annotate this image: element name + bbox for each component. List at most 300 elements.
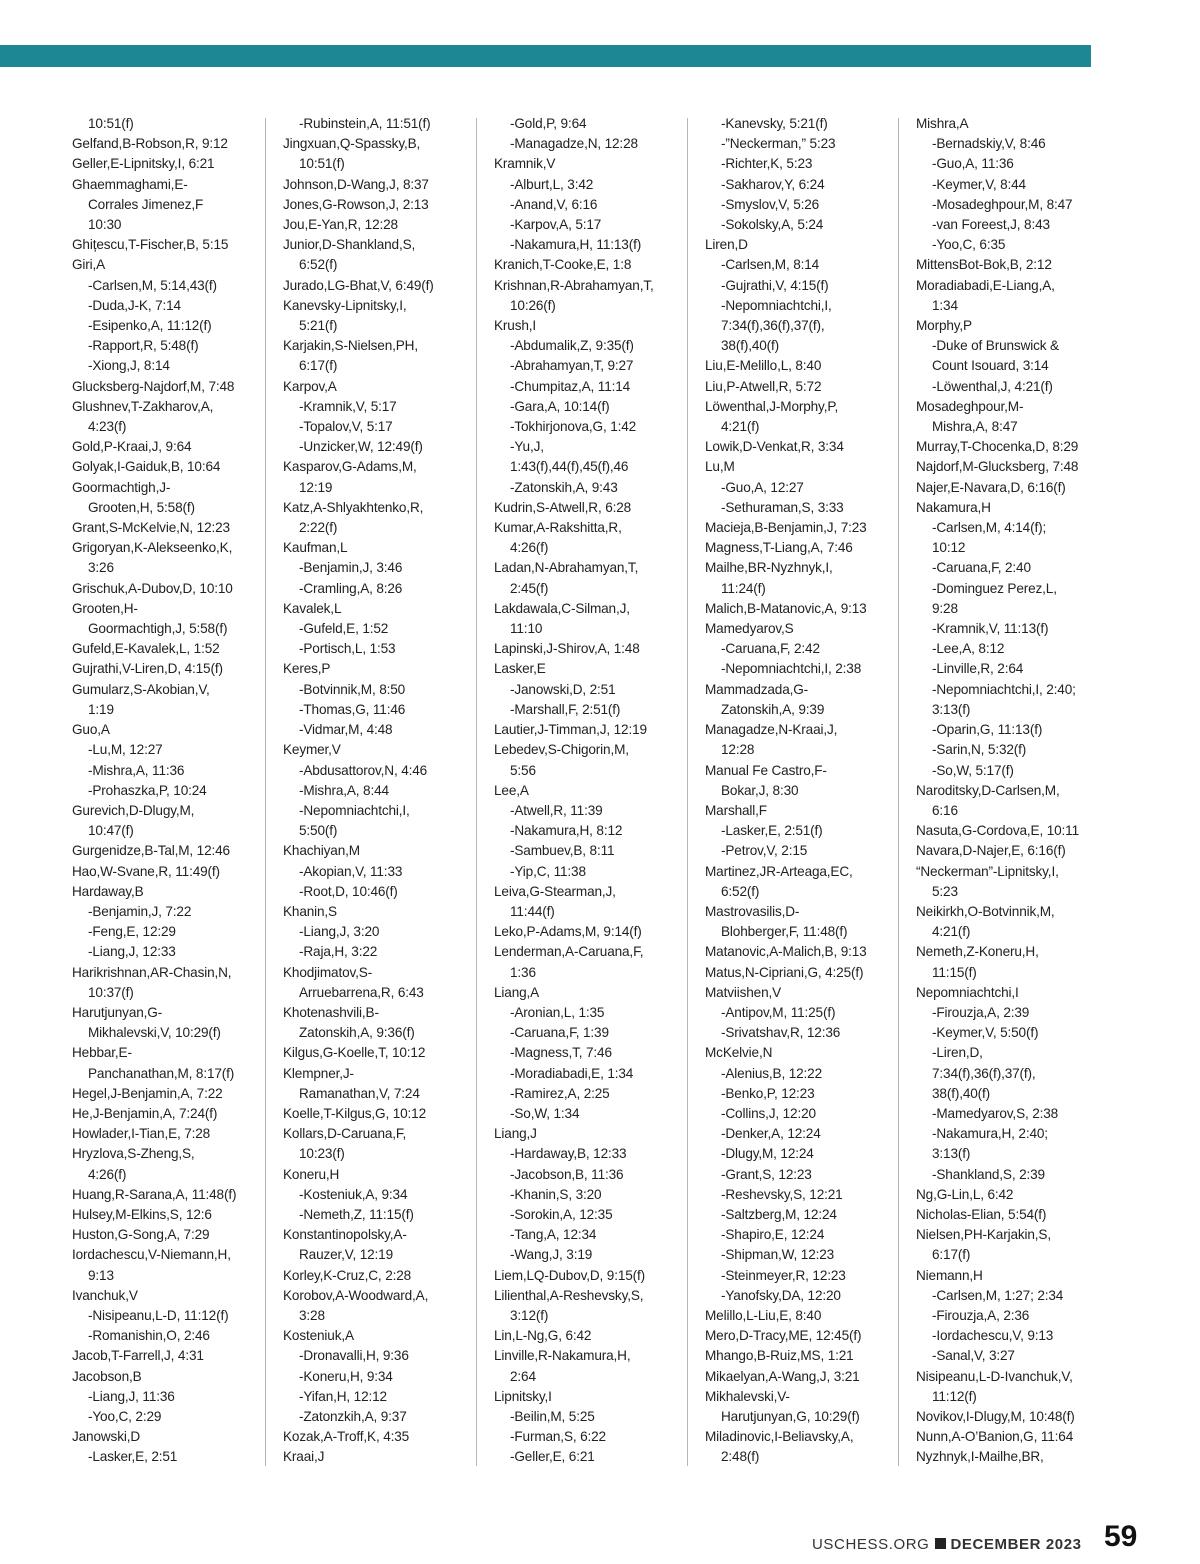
column-divider [898, 118, 899, 1466]
index-entry: MittensBot-Bok,B, 2:12 [916, 257, 1052, 273]
index-subentry: -Raja,H, 3:22 [299, 944, 378, 960]
index-entry: Grigoryan,K-Alekseenko,K, [72, 540, 233, 556]
index-entry: Novikov,I-Dlugy,M, 10:48(f) [916, 1409, 1075, 1424]
index-subentry: -Cramling,A, 8:26 [299, 580, 403, 596]
index-entry: Leiva,G-Stearman,J, [494, 883, 616, 899]
column-divider [265, 118, 266, 1466]
index-entry: Koneru,H [283, 1166, 340, 1182]
index-subentry: Panchanathan,M, 8:17(f) [88, 1065, 235, 1081]
index-entry: Liren,D [705, 237, 748, 253]
index-subentry: -Lasker,E, 2:51 [88, 1449, 178, 1465]
index-subentry: 11:24(f) [721, 580, 766, 596]
index-subentry: -Topalov,V, 5:17 [299, 419, 393, 435]
index-subentry: -Unzicker,W, 12:49(f) [299, 439, 423, 455]
index-entry: Jacob,T-Farrell,J, 4:31 [72, 1348, 204, 1364]
index-entry: Liu,E-Melillo,L, 8:40 [705, 358, 822, 374]
index-entry: Kosteniuk,A [283, 1328, 354, 1344]
index-subentry: -Liang,J, 3:20 [299, 924, 380, 940]
index-entry: Grant,S-McKelvie,N, 12:23 [72, 520, 230, 536]
index-subentry: -Jacobson,B, 11:36 [510, 1166, 624, 1182]
index-entry: Linville,R-Nakamura,H, [494, 1348, 631, 1364]
index-column-2 [283, 114, 434, 1468]
index-entry: Gumularz,S-Akobian,V, [72, 681, 210, 697]
index-subentry: -Shapiro,E, 12:24 [721, 1227, 825, 1243]
page-number: 59 [1104, 1520, 1138, 1553]
index-subentry: 5:21(f) [299, 318, 338, 334]
index-subentry: -Dlugy,M, 12:24 [721, 1146, 814, 1162]
index-subentry: -So,W, 1:34 [510, 1105, 580, 1121]
index-entry: Mishra,A [916, 116, 969, 131]
index-entry: Ghaemmaghami,E- [72, 176, 188, 192]
index-subentry: -Saltzberg,M, 12:24 [721, 1206, 837, 1222]
index-subentry: -Karpov,A, 5:17 [510, 217, 602, 233]
index-subentry: -Chumpitaz,A, 11:14 [510, 378, 631, 394]
index-subentry: 11:10 [510, 621, 543, 637]
index-entry: Nisipeanu,L-D-Ivanchuk,V, [916, 1368, 1073, 1384]
index-subentry: 12:28 [721, 742, 755, 758]
index-subentry: -Lee,A, 8:12 [932, 641, 1005, 657]
index-entry: Macieja,B-Benjamin,J, 7:23 [705, 520, 867, 536]
index-entry: Lautier,J-Timman,J, 12:19 [494, 722, 647, 738]
index-entry: Nielsen,PH-Karjakin,S, [916, 1227, 1051, 1243]
index-subentry: -Löwenthal,J, 4:21(f) [932, 378, 1053, 394]
index-entry: Miladinovic,I-Beliavsky,A, [705, 1429, 854, 1445]
index-subentry: -Sambuev,B, 8:11 [510, 843, 615, 859]
index-subentry: -Shipman,W, 12:23 [721, 1247, 835, 1263]
index-subentry: -Gold,P, 9:64 [510, 116, 587, 131]
index-subentry: 10:30 [88, 217, 122, 233]
index-entry: Kaufman,L [283, 540, 348, 556]
index-subentry: -Abdusattorov,N, 4:46 [299, 762, 428, 778]
index-subentry: -Magness,T, 7:46 [510, 1045, 612, 1061]
index-entry: McKelvie,N [705, 1045, 773, 1061]
index-entry: Kramnik,V [494, 156, 556, 172]
index-entry: Ivanchuk,V [72, 1287, 138, 1303]
index-subentry: -Hardaway,B, 12:33 [510, 1146, 627, 1162]
index-subentry: 3:13(f) [932, 1146, 971, 1162]
index-entry: Guo,A [72, 722, 110, 738]
index-entry: Lasker,E [494, 661, 546, 677]
index-entry: Jurado,LG-Bhat,V, 6:49(f) [283, 277, 434, 293]
index-subentry: Rauzer,V, 12:19 [299, 1247, 393, 1263]
index-subentry: -Oparin,G, 11:13(f) [932, 722, 1043, 738]
index-subentry: -Carlsen,M, 1:27; 2:34 [932, 1287, 1064, 1303]
index-subentry: -Yifan,H, 12:12 [299, 1388, 387, 1404]
index-subentry: 10:47(f) [88, 823, 134, 839]
index-subentry: -Alenius,B, 12:22 [721, 1065, 822, 1081]
index-subentry: -Dominguez Perez,L, [932, 580, 1057, 596]
index-subentry: 12:19 [299, 479, 333, 495]
index-subentry: -Liang,J, 12:33 [88, 944, 176, 960]
index-subentry: 7:34(f),36(f),37(f), [932, 1065, 1036, 1081]
index-column-5 [916, 114, 1079, 1468]
index-subentry: -Alburt,L, 3:42 [510, 176, 594, 192]
index-subentry: Bokar,J, 8:30 [721, 782, 799, 798]
index-subentry: -Smyslov,V, 5:26 [721, 196, 820, 212]
index-entry: Mhango,B-Ruiz,MS, 1:21 [705, 1348, 854, 1364]
index-subentry: -Caruana,F, 1:39 [510, 1025, 609, 1041]
index-entry: Lilienthal,A-Reshevsky,S, [494, 1287, 644, 1303]
index-subentry: -Gufeld,E, 1:52 [299, 621, 389, 637]
index-entry: Giri,A [72, 257, 106, 273]
index-subentry: -Benko,P, 12:23 [721, 1085, 815, 1101]
index-subentry: 4:26(f) [88, 1166, 127, 1182]
index-subentry: 10:23(f) [299, 1146, 345, 1162]
index-subentry: -Portisch,L, 1:53 [299, 641, 396, 657]
index-subentry: -Abrahamyan,T, 9:27 [510, 358, 634, 374]
index-subentry: -Iordachescu,V, 9:13 [932, 1328, 1054, 1344]
index-subentry: 1:43(f),44(f),45(f),46 [510, 459, 629, 475]
index-entry: Karpov,A [283, 378, 337, 394]
index-entry: Khachiyan,M [283, 843, 360, 859]
index-subentry: -”Neckerman,” 5:23 [721, 136, 836, 152]
index-column-1 [72, 114, 236, 1468]
index-subentry: -Nakamura,H, 8:12 [510, 823, 623, 839]
index-entry: Lapinski,J-Shirov,A, 1:48 [494, 641, 640, 657]
index-subentry: -Nepomniachtchi,I, [299, 802, 410, 818]
index-subentry: -Nakamura,H, 2:40; [932, 1126, 1048, 1142]
index-subentry: 1:19 [88, 701, 114, 717]
index-entry: Gelfand,B-Robson,R, 9:12 [72, 136, 228, 152]
index-subentry: -Caruana,F, 2:42 [721, 641, 820, 657]
index-subentry: Grooten,H, 5:58(f) [88, 499, 195, 515]
index-entry: Kollars,D-Caruana,F, [283, 1126, 407, 1142]
index-subentry: Blohberger,F, 11:48(f) [721, 924, 848, 940]
index-subentry: -Linville,R, 2:64 [932, 661, 1024, 677]
index-entry: Huang,R-Sarana,A, 11:48(f) [72, 1186, 237, 1202]
index-entry: Mastrovasilis,D- [705, 903, 800, 919]
index-subentry: -Xiong,J, 8:14 [88, 358, 170, 374]
index-entry: Mero,D-Tracy,ME, 12:45(f) [705, 1328, 862, 1344]
index-entry: Liang,J [494, 1126, 537, 1142]
index-subentry: 2:45(f) [510, 580, 549, 596]
index-entry: Liem,LQ-Dubov,D, 9:15(f) [494, 1267, 646, 1283]
index-subentry: Arruebarrena,R, 6:43 [299, 984, 424, 1000]
index-subentry: -van Foreest,J, 8:43 [932, 217, 1050, 233]
index-subentry: -Grant,S, 12:23 [721, 1166, 812, 1182]
index-entry: Nepomniachtchi,I [916, 984, 1019, 1000]
index-subentry: -Geller,E, 6:21 [510, 1449, 595, 1465]
index-subentry: -Rapport,R, 5:48(f) [88, 338, 199, 354]
index-subentry: -Denker,A, 12:24 [721, 1126, 821, 1142]
index-subentry: -Prohaszka,P, 10:24 [88, 782, 207, 798]
index-entry: Hao,W-Svane,R, 11:49(f) [72, 863, 220, 879]
index-entry: Koelle,T-Kilgus,G, 10:12 [283, 1105, 426, 1121]
index-subentry: -Vidmar,M, 4:48 [299, 722, 393, 738]
index-entry: Iordachescu,V-Niemann,H, [72, 1247, 231, 1263]
index-subentry: -Nisipeanu,L-D, 11:12(f) [88, 1307, 229, 1323]
index-entry: Ladan,N-Abrahamyan,T, [494, 560, 639, 576]
index-subentry: -Akopian,V, 11:33 [299, 863, 403, 879]
index-subentry: -Moradiabadi,E, 1:34 [510, 1065, 634, 1081]
index-entry: Karjakin,S-Nielsen,PH, [283, 338, 418, 354]
index-subentry: -Gara,A, 10:14(f) [510, 398, 610, 414]
index-subentry: 11:12(f) [932, 1388, 977, 1404]
index-subentry: -Carlsen,M, 4:14(f); [932, 520, 1047, 536]
index-entry: Malich,B-Matanovic,A, 9:13 [705, 600, 867, 616]
index-subentry: -Ramirez,A, 2:25 [510, 1085, 610, 1101]
index-entry: Jacobson,B [72, 1368, 142, 1384]
index-subentry: -Nemeth,Z, 11:15(f) [299, 1206, 414, 1222]
index-subentry: -Nepomniachtchi,I, 2:38 [721, 661, 862, 677]
index-subentry: 9:28 [932, 600, 958, 616]
index-subentry: -Nakamura,H, 11:13(f) [510, 237, 642, 253]
index-entry: Kilgus,G-Koelle,T, 10:12 [283, 1045, 426, 1061]
index-entry: Grooten,H- [72, 600, 138, 616]
index-entry: Keres,P [283, 661, 331, 677]
index-subentry: -Bernadskiy,V, 8:46 [932, 136, 1046, 152]
index-subentry: -Thomas,G, 11:46 [299, 701, 406, 717]
index-entry: Krush,I [494, 318, 537, 334]
index-subentry: -Dronavalli,H, 9:36 [299, 1348, 409, 1364]
index-subentry: 6:16 [932, 802, 958, 818]
index-entry: Lenderman,A-Caruana,F, [494, 944, 644, 960]
column-divider [687, 118, 688, 1466]
index-entry: Hryzlova,S-Zheng,S, [72, 1146, 195, 1162]
index-subentry: 6:52(f) [299, 257, 338, 273]
index-entry: Khanin,S [283, 903, 337, 919]
index-entry: Kraai,J [283, 1449, 325, 1465]
index-entry: Mosadeghpour,M- [916, 398, 1024, 414]
index-subentry: 6:17(f) [299, 358, 338, 374]
index-subentry: -Kanevsky, 5:21(f) [721, 116, 828, 131]
index-subentry: 3:28 [299, 1307, 325, 1323]
index-subentry: 6:52(f) [721, 883, 760, 899]
index-subentry: -Collins,J, 12:20 [721, 1105, 816, 1121]
index-subentry: -Mishra,A, 11:36 [88, 762, 185, 778]
index-entry: Nicholas-Elian, 5:54(f) [916, 1206, 1047, 1222]
index-subentry: -Yoo,C, 2:29 [88, 1409, 162, 1424]
index-entry: Hulsey,M-Elkins,S, 12:6 [72, 1206, 212, 1222]
index-entry: Kumar,A-Rakshitta,R, [494, 520, 622, 536]
index-subentry: 1:34 [932, 297, 958, 313]
index-entry: “Neckerman”-Lipnitsky,I, [916, 863, 1059, 879]
index-subentry: -Keymer,V, 8:44 [932, 176, 1026, 192]
index-entry: Junior,D-Shankland,S, [283, 237, 416, 253]
index-entry: Nunn,A-O’Banion,G, 11:64 [916, 1429, 1074, 1445]
index-entry: Murray,T-Chocenka,D, 8:29 [916, 439, 1079, 455]
index-subentry: -Liang,J, 11:36 [88, 1388, 175, 1404]
index-entry: Liang,A [494, 984, 540, 1000]
index-entry: Lipnitsky,I [494, 1388, 552, 1404]
index-entry: Gurgenidze,B-Tal,M, 12:46 [72, 843, 230, 859]
index-entry: Niemann,H [916, 1267, 983, 1283]
index-subentry: 11:44(f) [510, 903, 555, 919]
index-subentry: -Benjamin,J, 7:22 [88, 903, 192, 919]
index-subentry: -Sokolsky,A, 5:24 [721, 217, 824, 233]
index-entry: He,J-Benjamin,A, 7:24(f) [72, 1105, 218, 1121]
index-subentry: 9:13 [88, 1267, 114, 1283]
index-subentry: -Beilin,M, 5:25 [510, 1409, 595, 1424]
index-subentry: 38(f),40(f) [721, 338, 780, 354]
index-subentry: -Carlsen,M, 8:14 [721, 257, 820, 273]
index-entry: Najer,E-Navara,D, 6:16(f) [916, 479, 1066, 495]
index-entry: Magness,T-Liang,A, 7:46 [705, 540, 853, 556]
index-entry: Gufeld,E-Kavalek,L, 1:52 [72, 641, 220, 657]
index-subentry: 3:12(f) [510, 1307, 549, 1323]
index-entry: Manual Fe Castro,F- [705, 762, 827, 778]
index-entry: Khotenashvili,B- [283, 1004, 379, 1020]
index-subentry: -Steinmeyer,R, 12:23 [721, 1267, 846, 1283]
index-entry: Geller,E-Lipnitsky,I, 6:21 [72, 156, 215, 172]
index-subentry: -Lasker,E, 2:51(f) [721, 823, 823, 839]
index-entry: Ghițescu,T-Fischer,B, 5:15 [72, 237, 229, 253]
index-subentry: -Carlsen,M, 5:14,43(f) [88, 277, 217, 293]
index-subentry: -Benjamin,J, 3:46 [299, 560, 403, 576]
index-subentry: 4:21(f) [932, 924, 971, 940]
index-column-4 [705, 114, 867, 1468]
index-entry: Harikrishnan,AR-Chasin,N, [72, 964, 232, 980]
index-subentry: Mishra,A, 8:47 [932, 419, 1018, 435]
index-subentry: -Zatonskih,A, 9:43 [510, 479, 618, 495]
index-entry: Melillo,L-Liu,E, 8:40 [705, 1307, 822, 1323]
index-entry: Glucksberg-Najdorf,M, 7:48 [72, 378, 235, 394]
index-entry: Jingxuan,Q-Spassky,B, [283, 136, 421, 152]
index-subentry: -Lu,M, 12:27 [88, 742, 163, 758]
index-subentry: -Richter,K, 5:23 [721, 156, 813, 172]
index-entry: Huston,G-Song,A, 7:29 [72, 1227, 210, 1243]
index-subentry: -Firouzja,A, 2:36 [932, 1307, 1030, 1323]
index-entry: Glushnev,T-Zakharov,A, [72, 398, 214, 414]
index-entry: Kanevsky-Lipnitsky,I, [283, 297, 407, 313]
index-entry: Korobov,A-Woodward,A, [283, 1287, 429, 1303]
index-subentry: -Liren,D, [932, 1045, 983, 1061]
index-subentry: -Yanofsky,DA, 12:20 [721, 1287, 841, 1303]
index-entry: Lee,A [494, 782, 529, 798]
index-entry: Johnson,D-Wang,J, 8:37 [283, 176, 429, 192]
index-subentry: -Rubinstein,A, 11:51(f) [299, 116, 431, 131]
index-entry: Najdorf,M-Glucksberg, 7:48 [916, 459, 1079, 475]
index-entry: Navara,D-Najer,E, 6:16(f) [916, 843, 1066, 859]
index-entry: Naroditsky,D-Carlsen,M, [916, 782, 1060, 798]
index-subentry: -Feng,E, 12:29 [88, 924, 176, 940]
index-subentry: 6:17(f) [932, 1247, 971, 1263]
footer-issue: DECEMBER 2023 [950, 1536, 1082, 1553]
index-entry: Khodjimatov,S- [283, 964, 373, 980]
index-entry: Nemeth,Z-Koneru,H, [916, 944, 1039, 960]
index-subentry: -Marshall,F, 2:51(f) [510, 701, 621, 717]
index-subentry: -Mamedyarov,S, 2:38 [932, 1105, 1059, 1121]
index-entry: Ng,G-Lin,L, 6:42 [916, 1186, 1014, 1202]
index-subentry: -Romanishin,O, 2:46 [88, 1328, 210, 1344]
index-entry: Martinez,JR-Arteaga,EC, [705, 863, 853, 879]
index-subentry: 3:13(f) [932, 701, 971, 717]
index-entry: Janowski,D [72, 1429, 141, 1445]
index-subentry: -Kramnik,V, 11:13(f) [932, 621, 1049, 637]
index-subentry: -Wang,J, 3:19 [510, 1247, 593, 1263]
index-entry: Marshall,F [705, 802, 767, 818]
index-subentry: 7:34(f),36(f),37(f), [721, 318, 825, 334]
index-subentry: -So,W, 5:17(f) [932, 762, 1014, 778]
index-entry: Matviishen,V [705, 984, 782, 1000]
index-entry: Hebbar,E- [72, 1045, 132, 1061]
index-subentry: -Anand,V, 6:16 [510, 196, 598, 212]
index-entry: Hegel,J-Benjamin,A, 7:22 [72, 1085, 223, 1101]
index-entry: Lebedev,S-Chigorin,M, [494, 742, 629, 758]
index-subentry: Zatonskih,A, 9:36(f) [299, 1025, 415, 1041]
index-subentry: -Zatonzkih,A, 9:37 [299, 1409, 407, 1424]
index-entry: Gujrathi,V-Liren,D, 4:15(f) [72, 661, 223, 677]
index-subentry: -Duda,J-K, 7:14 [88, 297, 181, 313]
index-entry: Keymer,V [283, 742, 341, 758]
index-subentry: Mikhalevski,V, 10:29(f) [88, 1025, 221, 1041]
index-entry: Nakamura,H [916, 499, 991, 515]
index-entry: Kranich,T-Cooke,E, 1:8 [494, 257, 632, 273]
index-entry: Morphy,P [916, 318, 972, 334]
index-subentry: -Abdumalik,Z, 9:35(f) [510, 338, 634, 354]
index-subentry: -Guo,A, 11:36 [932, 156, 1014, 172]
index-subentry: -Khanin,S, 3:20 [510, 1186, 602, 1202]
index-entry: Nyzhnyk,I-Mailhe,BR, [916, 1449, 1044, 1465]
index-entry: Goormachtigh,J- [72, 479, 171, 495]
index-entry: Neikirkh,O-Botvinnik,M, [916, 903, 1055, 919]
footer-site: USCHESS.ORG [812, 1536, 930, 1553]
index-subentry: Goormachtigh,J, 5:58(f) [88, 621, 228, 637]
index-entry: Moradiabadi,E-Liang,A, [916, 277, 1055, 293]
index-subentry: -Mishra,A, 8:44 [299, 782, 389, 798]
index-subentry: -Duke of Brunswick & [932, 338, 1059, 354]
column-divider [476, 118, 477, 1466]
index-entry: Matanovic,A-Malich,B, 9:13 [705, 944, 867, 960]
index-subentry: 1:36 [510, 964, 536, 980]
index-subentry: -Sorokin,A, 12:35 [510, 1206, 613, 1222]
index-entry: Managadze,N-Kraai,J, [705, 722, 838, 738]
index-subentry: -Furman,S, 6:22 [510, 1429, 606, 1445]
index-subentry: -Shankland,S, 2:39 [932, 1166, 1045, 1182]
index-subentry: -Tokhirjonova,G, 1:42 [510, 419, 637, 435]
square-separator-icon [935, 1538, 946, 1549]
index-entry: Krishnan,R-Abrahamyan,T, [494, 277, 654, 293]
index-entry: Lu,M [705, 459, 735, 475]
footer-text [812, 1536, 1082, 1553]
index-subentry: -Firouzja,A, 2:39 [932, 1004, 1030, 1020]
index-subentry: -Antipov,M, 11:25(f) [721, 1004, 836, 1020]
index-subentry: -Yip,C, 11:38 [510, 863, 586, 879]
index-entry: Mailhe,BR-Nyzhnyk,I, [705, 560, 833, 576]
index-subentry: -Sethuraman,S, 3:33 [721, 499, 844, 515]
index-subentry: -Srivatshav,R, 12:36 [721, 1025, 841, 1041]
index-subentry: -Aronian,L, 1:35 [510, 1004, 605, 1020]
index-subentry: -Sarin,N, 5:32(f) [932, 742, 1027, 758]
index-subentry: 3:26 [88, 560, 114, 576]
index-subentry: -Tang,A, 12:34 [510, 1227, 597, 1243]
index-subentry: -Nepomniachtchi,I, 2:40; [932, 681, 1076, 697]
index-subentry: Zatonskih,A, 9:39 [721, 701, 825, 717]
index-entry: Katz,A-Shlyakhtenko,R, [283, 499, 424, 515]
index-subentry: -Gujrathi,V, 4:15(f) [721, 277, 829, 293]
index-entry: Löwenthal,J-Morphy,P, [705, 398, 839, 414]
index-subentry: -Esipenko,A, 11:12(f) [88, 318, 212, 334]
index-entry: Jones,G-Rowson,J, 2:13 [283, 196, 429, 212]
index-subentry: -Petrov,V, 2:15 [721, 843, 808, 859]
index-subentry: -Janowski,D, 2:51 [510, 681, 616, 697]
index-entry: Korley,K-Cruz,C, 2:28 [283, 1267, 412, 1283]
index-subentry: -Yu,J, [510, 439, 544, 455]
index-subentry: 10:37(f) [88, 984, 134, 1000]
index-subentry: 5:50(f) [299, 823, 338, 839]
index-entry: Lakdawala,C-Silman,J, [494, 600, 630, 616]
index-subentry: -Kramnik,V, 5:17 [299, 398, 397, 414]
index-entry: Golyak,I-Gaiduk,B, 10:64 [72, 459, 221, 475]
index-subentry: 10:51(f) [299, 156, 345, 172]
index-subentry: -Sakharov,Y, 6:24 [721, 176, 825, 192]
index-subentry: Harutjunyan,G, 10:29(f) [721, 1409, 860, 1424]
index-subentry: 2:22(f) [299, 520, 338, 536]
index-entry: Kasparov,G-Adams,M, [283, 459, 417, 475]
index-subentry: Corrales Jimenez,F [88, 196, 204, 212]
index-entry: Mamedyarov,S [705, 621, 794, 637]
index-subentry: Ramanathan,V, 7:24 [299, 1085, 420, 1101]
